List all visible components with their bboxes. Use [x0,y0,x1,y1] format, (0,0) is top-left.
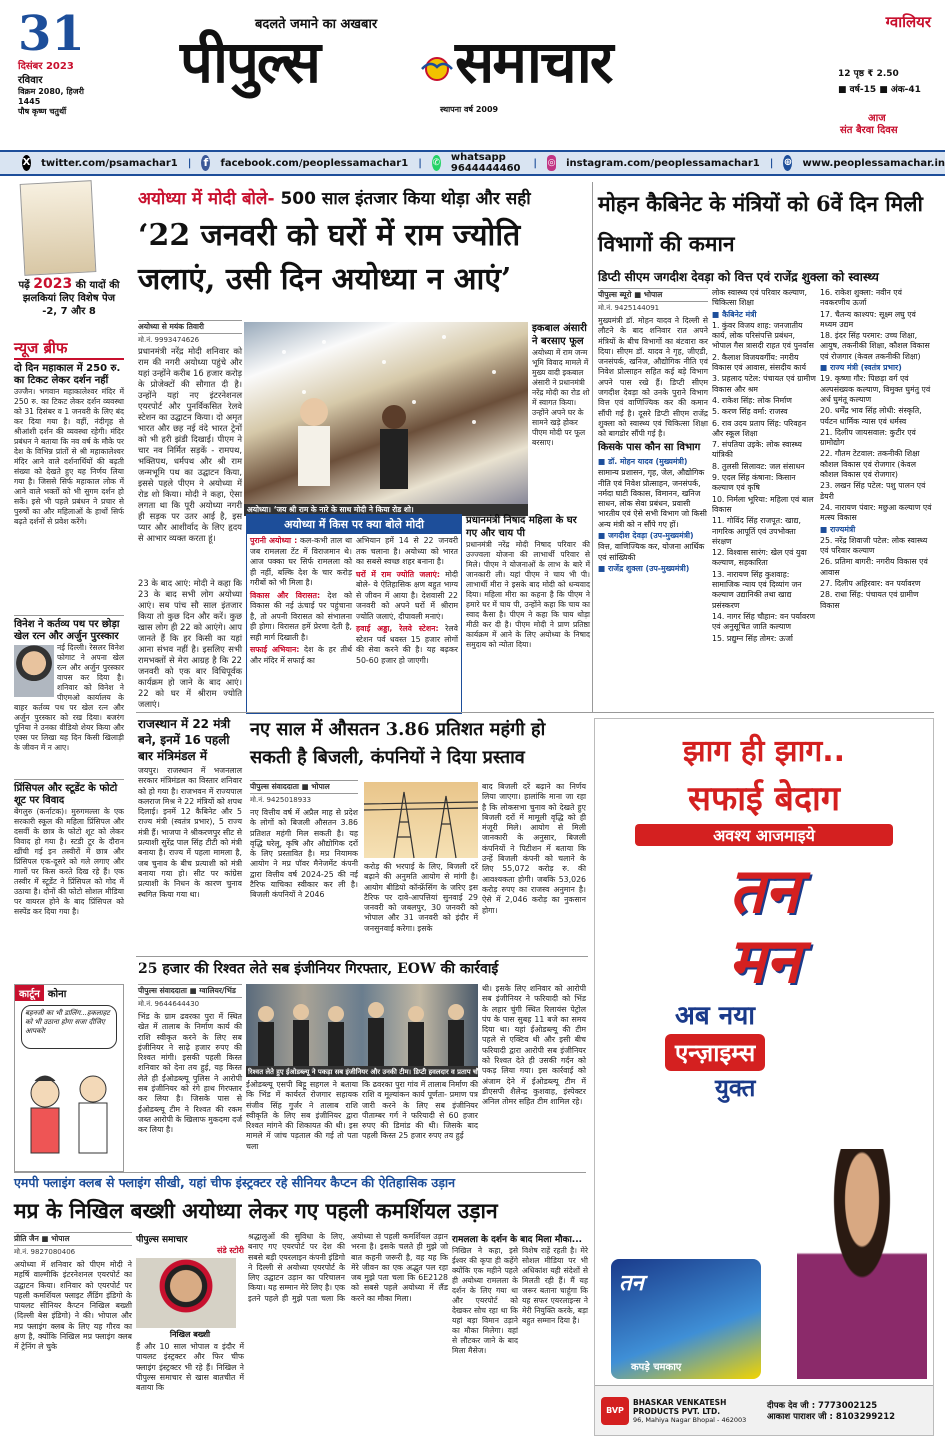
bijli-body-3: बाद बिजली दरें बढ़ाने का निर्णय लिया जाएगा। हालांकि माना जा रहा है कि लोकसभा चुनाव को देखते हुए बिजली दरों में मामूली वृद्धि को ही मंजूरी मिले। आयोग से मिली जानकारी के अनुसार, बिजली कंपनियों ने पिटीशन में बताया कि उन्हें बिजली कंपनी को चलाने के लिए 55,072 करोड़ रु. की आवश्यकता होगी। जबकि 53,026 करोड़ रुपए का राजस्व अनुमान है। ऐसे में 2,046 करोड़ का नुकसान होगा। [482,782,586,915]
eow-byline: पीपुल्स संवाददाता ■ ग्वालियर/भिंड [138,984,242,998]
promo-post: की यादों की झलकियां लिए विशेष पेज -2, 7 और 8 [22,280,120,317]
ayodhya-kicker-red: अयोध्या में मोदी बोले- [138,189,275,209]
mohan-headline: मोहन कैबिनेट के मंत्रियों को 6वें दिन मिली विभागों की कमान [598,191,923,256]
cabinet-list-item: 3. प्रहलाद पटेल: पंचायत एवं ग्रामीण विकास और श्रम [712,374,816,394]
social-bar: X twitter.com/psamachar1 | f facebook.com/peoplessamachar1 | ✆ whatsapp 9644444460 | ◎ instagram.com/peoplessamachar1 | ⊕ www.peoplessamachar.in [0,150,945,176]
brief-3-body: बेंगलुरु (कर्नाटक)। मुरुगमल्ला के एक सरकारी स्कूल की महिला प्रिंसिपल और दसवीं के छात्र के फोटो शूट को लेकर विवाद हो गया है। स्टडी टूर के दौरान खींची गई इन तस्वीरों में छात्र और प्रिंसिपल एक-दूसरे को गले लगाए और गालों पर किस करते दिख रहे हैं। एक तस्वीर में स्टूडेंट ने प्रिंसिपल को गोद में उठाया है। दोनों की फोटो सोशल मीडिया पर वायरल होने के बाद प्रिंसिपल को सस्पेंड कर दिया गया है। [14,807,124,916]
instagram-icon: ◎ [547,155,556,171]
cabinet-list-item: ■ राज्यमंत्री [820,524,856,534]
eow-body-3: कि ढवरका पुरा गांव में तालाब निर्माण की राशि व मूल्यांकन कार्य पूर्णता- प्रमाण पत्र जारी करने के लिए सब इंजीनियर पीताम्बर गर्ग ने फरियादी से 60 हजार रुपए की डिमांड की थी। जिसके बाद पहली किस्त 25 हजार रुपए तय हुई [362,1080,478,1141]
promo-thumbnail [20,180,97,276]
cabinet-list-item: 5. करण सिंह वर्मा: राजस्व [712,407,788,417]
cabinet-list-item: 14. नागर सिंह चौहान: वन पर्यावरण एवं अनुसूचित जाति कल्याण [712,611,816,632]
cabinet-list-item: वित्त, वाणिज्यिक कर, योजना आर्थिक एवं सांख्यिकी [598,542,705,562]
cabinet-list-item: 17. चैतन्य काश्यप: सूक्ष्म लघु एवं मध्यम उद्यम [820,309,916,329]
cabinet-list-item: ■ जगदीश देवड़ा (उप-मुख्यमंत्री) [598,531,694,541]
quote-5-head: हवाई अड्डा, रेलवे स्टेशन: [356,624,439,633]
ayodhya-mobile: मो.नं. 9993474626 [138,336,200,344]
cabinet-list-item: 25. नरेंद्र शिवाजी पटेल: लोक स्वास्थ्य एवं परिवार कल्याण [820,535,928,556]
cabinet-list-item: 7. संपतिया उइके: लोक स्वास्थ्य यांत्रिकी [712,440,802,460]
cabinet-list-item: ■ राज्य मंत्री (स्वतंत्र प्रभार) [820,363,902,373]
quote-1-text: कल-कभी ताल था जब रामलला टेंट में विराजमान थे। आज पक्का घर सिर्फ रामलला को ही नहीं, बल्कि देश के चार करोड़ गरीबों को भी मिला है। [250,536,352,587]
cabinet-list-item: 18. इंदर सिंह परमार: उच्च शिक्षा, आयुष, तकनीकी शिक्षा, कौशल विकास एवं रोजगार (केवल तकनीकी शिक्षा) [820,331,930,361]
cabinet-list-item: ■ राजेंद्र शुक्ला (उप-मुख्यमंत्री) [598,563,690,573]
ad-address: 96, Mahiya Nagar Bhopal - 462003 [633,1415,747,1424]
sunday-logo: पीपुल्स समाचार [136,1235,188,1245]
logo-emblem-icon [420,52,454,86]
quote-1-head: पुरानी अयोध्या : [250,536,298,545]
cabinet-list-item: 6. राव उदय प्रताप सिंह: परिवहन और स्कूल शिक्षा [712,418,807,438]
eow-body-4: थी। इसके लिए शनिवार को आरोपी सब इंजीनियर ने फरियादी को भिंड के लहार चुंगी स्थित रिलायंस पेट्रोल पंप के पास सुबह 11 बजे का समय दिया था। यहां ईओडब्ल्यू की टीम पहले से एक्टिव थी और इसी बीच फरियादी द्वारा आरोपी सब इंजीनियर को रिश्वत देते ही उसकी गर्दन को पकड़ लिया गया। इस कार्रवाई को अंजाम देने में ईओडब्ल्यू टीम में डीएसपी शैलेन्द्र कुशवाह, इंस्पेक्टर अनिल तोमर सहित टीम शामिल रहे। [482,984,586,1107]
cabinet-list-item: 26. प्रतिमा बागरी: नगरीय विकास एवं आवास [820,557,928,577]
cartoon-label-2: कोना [47,989,67,1000]
nishad-body: प्रधानमंत्री नरेंद्र मोदी निषाद परिवार की उज्ज्वला योजना की लाभार्थी परिवार से मिले। पीएम ने योजनाओं के लाभ के बारे में जानकारी ली। यहां पीएम ने चाय भी पी। लाभार्थी मीरा ने इसके बाद मोदी को धन्यवाद दिया। महिला मीरा का कहना है कि पीएम ने हमारे घर में चाय पी, उन्होंने कहा कि चाय का स्वाद कैसा है। पीएम ने कहा कि चाय थोड़ा मीठी कर दी है। पीएम मोदी ने प्राण प्रतिष्ठा कार्यक्रम में आने के लिए अयोध्या के निषाद समुदाय को न्योता दिया। [466,540,590,649]
iqbal-body: अयोध्या में राम जन्म भूमि विवाद मामले में मुख्य वादी इकबाल अंसारी ने प्रधानमंत्री नरेंद्र मोदी का रोड शो में स्वागत किया। उन्होंने अपने घर के सामने खड़े होकर पीएम मोदी पर फूल बरसाए। [532,348,590,447]
today-event: संत बैरवा दिवस [840,125,898,136]
modi-quotes-box [246,514,462,714]
mohan-deck: डिप्टी सीएम जगदीश देवड़ा को वित्त एवं राजेंद्र शुक्ला को स्वास्थ्य [598,270,879,284]
quote-4-head: घरों में राम ज्योति जलाएं: [356,569,440,579]
flying-sub-head: रामलला के दर्शन के बाद मिला मौका... [452,1235,583,1245]
quote-3-head: सफाई अभियान: [250,645,300,654]
ad-line5: एन्ज़ाइम्स [665,1034,765,1071]
divider-vertical [592,182,593,712]
brief-3-head: प्रिंसिपल और स्टूडेंट के फोटो शूट पर विवाद [14,779,124,807]
eow-col1 [138,984,242,1170]
news-brief-column [14,338,124,958]
cabinet-list-item: 11. गोविंद सिंह राजपूत: खाद्य, नागरिक आपूर्ति एवं उपभोक्ता संरक्षण [712,516,801,546]
logo-left: पीपुल्स [180,28,319,96]
cabinet-list-item: 19. कृष्णा गौर: पिछड़ा वर्ग एवं अल्पसंख्यक कल्याण, विमुक्त घुमंतु एवं अर्ध घुमंतू कल्याण [820,374,931,404]
mohan-col1 [598,288,708,708]
cabinet-list-item: 8. तुलसी सिलावट: जल संसाधन [712,461,805,471]
mohan-col3 [820,288,934,708]
ayodhya-photo [244,322,528,504]
rajasthan-headline: राजस्थान में 22 मंत्री बने, इनमें 16 पहली बार मंत्रिमंडल में [138,717,231,763]
ad-line1: झाग ही झाग.. [682,734,846,769]
established: स्थापना वर्ष 2009 [440,105,499,114]
eow-photo-caption: रिश्वत लेते हुए ईओडब्ल्यू ने पकड़ा सब इंजीनियर और उनकी टीम। डिप्टी हवलदार व प्रताप चौहान। [248,1068,491,1076]
bijli-body-2: करोड़ की भरपाई के लिए, बिजली दरें बढ़ाने की अनुमति आयोग से मांगी है। आयोग बीडियो कॉन्फ्रेंसिंग के जरिए इस टैरिफ पर दावे-आपत्तियां सुनवाई 29 जनवरी को जबलपुर, 30 जनवरी को भोपाल और 31 जनवरी को इंदौर में जनसुनवाई करेगा। इसके [364,862,478,933]
cabinet-list-item: ■ डॉ. मोहन यादव (मुख्यमंत्री) [598,457,688,466]
ayodhya-body-1b: 23 के बाद आएं: मोदी ने कहा कि 23 के बाद सभी लोग अयोध्या आएं। सब पांच सौ साल इंतजार किया तो कुछ दिन और करें। कुछ खास लोग ही 22 को आएंगे। आप जानते हैं कि हर किसी का यहां आना संभव नहीं है। इसलिए सभी रामभक्तों से मेरा आग्रह है कि 22 जनवरी को एक बार विधिपूर्वक कार्यक्रम हो जाने के बाद आएं। 22 को घर में श्रीराम ज्योति जलाएं। [138,578,242,709]
eow-body-2: ईओडब्ल्यू एसपी बिट्टू सहगल ने बताया कि भिंड में कार्यरत रोजगार सहायक संजीव सिंह गुर्जर ने तालाब राशि स्वीकृति के लिए सब इंजीनियर द्वारा रिश्वत मांगने की शिकायत की थी। इस मामले में जांच पड़ताल की गई तो पता चला [246,1080,358,1151]
modi-box-title: अयोध्या में किस पर क्या बोले मोदी [247,515,461,534]
rajasthan-story [138,716,242,954]
iqbal-sidebar [532,322,590,512]
date-weekday: रविवार [18,75,43,86]
sunday-story-label: संडे स्टोरी [216,1246,244,1255]
divider-horizontal-3 [14,1172,586,1173]
flying-headline: मप्र के निखिल बख्शी अयोध्या लेकर गए पहली कमर्शियल उड़ान [14,1198,498,1223]
whatsapp-icon: ✆ [432,155,441,171]
quote-2-text: देश को विकास की नई ऊंचाई पर पहुंचाना है, तो अपनी विरासत को संभालना ही होगा। विरासत हमें प्रेरणा देती है, सही मार्ग दिखाती है। [250,590,352,642]
cabinet-list-item: लोक स्वास्थ्य एवं परिवार कल्याण, चिकित्सा शिक्षा [712,288,808,308]
flying-body-4: निखिल ने कहा, इसे ईश्वर की कृपा ही कहेंगे क्योंकि एक महीने पहले ही अयोध्या रामलला के दर्शन के लिए गया था और एयरपोर्ट को देखकर सोच रहा था कि यहां बड़ा विमान उड़ाने का मौका मिलेगा। वहां से लौटकर जाने के बाद मिला मैसेज। [452,1246,518,1355]
cabinet-list-item: 28. राधा सिंह: पंचायत एवं ग्रामीण विकास [820,590,919,610]
cabinet-list-item: 12. विश्वास सारंग: खेल एवं युवा कल्याण, सहकारिता [712,548,807,568]
iqbal-head: इकबाल अंसारी ने बरसाए फूल [532,323,587,347]
date-number: 31 [18,6,85,62]
whatsapp-link[interactable]: whatsapp 9644444460 [450,152,521,174]
quote-5-text: रेलवे स्टेशन पर्व धवस्त 15 हजार लोगों की सेवा करने की है। यह बढ़कर 50-60 हजार हो जाएगी। [356,624,458,665]
bijli-body-1: नए वित्तीय वर्ष में अप्रैल माह से प्रदेश के लोगों को बिजली औसतन 3.86 प्रतिशत महंगी मिल सकती है। यह वृद्धि घरेलू, कृषि और औद्योगिक दरों के लिए प्रस्तावित है। मप्र नियामक आयोग ने मप्र पॉवर मैनेजमेंट कंपनी द्वारा वित्तीय वर्ष 2024-25 की नई टैरिफ याचिका स्वीकार कर ली है। बिजली कंपनियों ने 2046 [250,808,358,900]
ayodhya-kicker-black: 500 साल इंतजार किया थोड़ा और सही [280,189,531,209]
flying-mobile: मो.नं. 9827080406 [14,1248,76,1256]
ayodhya-headline: ‘22 जनवरी को घरों में राम ज्योति जलाएं, उसी दिन अयोध्या न आएं’ [138,218,521,297]
cabinet-list-item: 22. गौतम टेटवाल: तकनीकी शिक्षा कौशल विकास एवं रोजगार (केवल कौशल विकास एवं रोजगार) [820,449,920,480]
bijli-tower-photo [364,782,478,858]
tagline: बदलते जमाने का अखबार [255,17,378,32]
ad-pack-brand: तन [619,1271,644,1296]
flying-byline: प्रीति जैन ■ भोपाल [14,1232,132,1246]
twitter-link[interactable]: twitter.com/psamachar1 [41,157,178,169]
ad-company-logo: BVP [601,1397,629,1425]
facebook-link[interactable]: facebook.com/peoplessamachar1 [220,157,409,169]
ayodhya-body-2: अभियान हमें 14 से 22 जनवरी तक चलाना है। अयोध्या को भारत का सबसे स्वच्छ शहर बनाना है। [356,536,458,566]
ad-brand-2: मन [728,924,800,997]
instagram-link[interactable]: instagram.com/peoplessamachar1 [566,157,760,169]
cabinet-list-item: 15. प्रद्युम्न सिंह तोमर: ऊर्जा [712,633,793,643]
bijli-col1 [250,780,358,956]
mohan-col2 [712,288,816,708]
eow-mobile: मो.नं. 9644644430 [138,1000,200,1008]
ayodhya-body-1: प्रधानमंत्री नरेंद्र मोदी शनिवार को राम की नगरी अयोध्या पहुंचे और यहां उन्होंने करीब 16 हजार करोड़ के प्रोजेक्टों की सौगात दी है। उन्होंने यहां नए इंटरनेशनल एयरपोर्ट और पुनर्विकसित रेलवे स्टेशन का उद्घाटन किया। दो अमृत भारत और छह नई वंदे भारत ट्रेनों को भी हरी झंडी दिखाई। पीएम ने चार नव निर्मित सड़कें - रामपथ, भक्तिपथ, धर्मपथ और श्री राम जन्मभूमि पथ का उद्घाटन किया, इससे पहले पीएम ने अयोध्या में रोड शो किया। मोदी ने कहा, ऐसा लगता था कि पूरी अयोध्या नगरी ही सड़क पर उतर आई है, इस प्यार और आशीर्वाद के लिए हृदय से आभार व्यक्त करता हूं। [138,346,242,543]
ad-contact-1: दीपक देव जी : 7773002125 [767,1400,878,1411]
cabinet-list-item: 27. दिलीप अहिरवार: वन पर्यावरण [820,579,921,589]
mohan-mobile: मो.नं. 9425144091 [598,304,660,312]
website-link[interactable]: www.peoplessamachar.in [802,157,945,169]
divider-horizontal-2 [136,956,588,957]
flying-body-3: श्रद्धालुओं की सुविधा के लिए, बनाए गए एयरपोर्ट पर देश की सबसे बड़ी एयरलाइन कंपनी इंडिगो ने दिल्ली से अयोध्या एयरपोर्ट के लिए उद्घाटन उड़ान का परिचालन किया। यह सम्मान मेरे लिए है। एक इतने पहले ही मुझे पता चला कि अयोध्या से पहली कमर्शियल उड़ान भरना है। इसके चलते ही मुझे जो बात कहनी जरूरी है, वह यह कि मेरे जीवन का एक अद्भुत पल रहा जब मुझे पता चला कि 6E2128 को सबसे पहले अयोध्या में लैंड करने का मौका मिला। [248,1232,448,1303]
flying-body-1: अयोध्या में शनिवार को पीएम मोदी ने महर्षि वाल्मीकि इंटरनेशनल एयरपोर्ट का उद्घाटन किया। शनिवार को एयरपोर्ट पर पहली कमर्शियल फ्लाइट लैंडिंग इंडिगो के पायलट सीनियर कैप्टन निखिल बख्शी (दिल्ली बेस इंडिगो) ने की। भोपाल और मप्र फ्लाइंग क्लब के लिए यह गौरव का क्षण है, क्योंकि निखिल मप्र फ्लाइंग क्लब में ट्रेनिंग ले चुके [14,1260,132,1352]
mohan-list-1 [598,457,708,574]
bijli-byline: पीपुल्स संवाददाता ■ भोपाल [250,780,358,794]
flying-kicker: एमपी फ्लाइंग क्लब से फ्लाइंग सीखी, यहां चीफ इंस्ट्रक्टर रहे सीनियर कैप्टन की ऐतिहासिक उड़ान [14,1175,456,1190]
cartoon-label: कार्टून [15,985,44,1001]
cabinet-list-item: 1. कुंवर विजय शाह: जनजातीय कार्य, लोक परिसंपत्ति प्रबंधन, भोपाल गैस त्रासदी राहत एवं पुनर्वास [712,320,814,351]
quote-5 [356,624,458,666]
ad-line2: सफाई बेदाग [688,779,840,819]
flying-col1 [14,1232,132,1436]
ayodhya-kicker [138,186,588,209]
cabinet-list-item: 2. कैलाश विजयवर्गीय: नगरीय विकास एवं आवास, संसदीय कार्य [712,352,807,373]
promo-box[interactable] [14,182,124,334]
masthead [0,0,945,148]
quote-3-text: देश के हर तीर्थ और मंदिर में सफाई का [250,645,353,665]
rajasthan-body: जयपुर। राजस्थान में भजनलाल सरकार मंत्रिमंडल का विस्तार शनिवार को हो गया है। राजभवन में राज्यपाल कलराज मिश्र ने 22 मंत्रियों को शपथ दिलाई। इनमें 12 कैबिनेट और 5 राज्य मंत्री (स्वतंत्र प्रभार), 5 राज्य मंत्री हैं। भाजपा ने श्रीकरणपुर सीट से प्रत्याशी सुरेंद्र पाल सिंह टीटी को मंत्री बनाया है। राज्य में पहला मामला है, जब चुनाव के बीच प्रत्याशी को मंत्री बनाया गया हो। सीट पर कांग्रेस प्रत्याशी के निधन के कारण चुनाव स्थगित किया गया था। [138,766,242,899]
mohan-who-head: किसके पास कौन सा विभाग [598,442,701,453]
ad-brand-1: तन [729,854,799,927]
divider-horizontal [136,712,934,713]
cabinet-list-item: 9. एदल सिंह कंषाना: किसान कल्याण एवं कृषि [712,473,796,493]
nikhil-photo [136,1258,236,1328]
eow-photo [246,984,478,1066]
promo-pre: पढ़ें [18,280,30,291]
eow-headline: 25 हजार की रिश्वत लेते सब इंजीनियर गिरफ्तार, EOW की कार्रवाई [138,961,499,977]
date-month-year: दिसंबर 2023 [18,61,74,72]
cabinet-list-item: 10. निर्मला भूरिया: महिला एवं बाल विकास [712,494,814,514]
cabinet-list-item: 21. दिलीप जायसवाल: कुटीर एवं ग्रामोद्योग [820,427,916,448]
nishad-story [466,514,590,714]
logo-right: समाचार [455,28,612,96]
quote-3 [250,645,352,666]
nishad-head: प्रधानमंत्री निषाद महिला के घर गए और चाय पी [466,515,577,539]
cabinet-list-item: 13. नारायण सिंह कुशवाह: सामाजिक न्याय एवं दिव्यांग जन कल्याण उद्यानिकी तथा खाद्य प्रसंस्करण [712,569,802,610]
date-vikram: विक्रम 2080, हिजरी 1445 [18,87,84,106]
cartoon-drawing [15,1053,123,1163]
mohan-byline: पीपुल्स ब्यूरो ■ भोपाल [598,288,708,302]
quote-4-text: मोदी बोले- ये ऐतिहासिक क्षण बहुत भाग्य से जीवन में आया है। देशवासी 22 जनवरी को अपने घरों में श्रीराम ज्योति जलाएं, दीपावली मनाएं। [356,569,458,621]
facebook-icon: f [201,155,210,171]
ad-line3: अवश्य आजमाइये [635,824,893,846]
cartoon-bubble: बहनजी का भी डालिंग...हकलाहट को भी उठाना होगा सजा दीजिए आपको! [21,1005,117,1049]
ad-line6: युक्त [715,1074,756,1102]
cabinet-list-item: 23. लखन सिंह पटेल: पशु पालन एवं डेयरी [820,481,926,501]
ayodhya-byline: अयोध्या से मयंक तिवारी [138,320,242,334]
city-name: ग्वालियर [885,13,931,31]
ayodhya-photo-caption: अयोध्या। ‘जय श्री राम के नारे के साथ मोदी ने किया रोड शो। [244,504,528,516]
ad-pack-image [611,1259,761,1379]
brief-2-head: विनेश ने कर्तव्य पथ पर छोड़ा खेल रत्न और अर्जुन पुरस्कार [14,615,124,643]
pages-price: 12 पृष्ठ ₹ 2.50 [838,69,899,79]
bijli-mobile: मो.नं. 9425018933 [250,796,312,804]
ad-line4: अब नया [675,1001,756,1031]
ad-tanman[interactable] [594,718,934,1436]
cabinet-list-item: 16. राकेश शुक्ला: नवीन एवं नवकरणीय ऊर्जा [820,288,902,308]
brief-2-body: नई दिल्ली। रेसलर विनेश फोगाट ने अपना खेल रत्न और अर्जुन पुरस्कार वापस कर दिया है। शनिवार को विनेश ने पीएमओ कार्यालय के बाहर कर्तव्य पथ पर खेल रत्न और अर्जुन पुरस्कार को रख दिया। बजरंग पूनिया ने उनका वीडियो शेयर किया और एक्स पर लिखा यह दिन किसी खिलाड़ी के जीवन में न आए। [14,643,124,752]
quote-4 [356,570,458,623]
globe-icon: ⊕ [783,155,792,171]
cabinet-list-item: 24. नारायण पंवार: मछुआ कल्याण एवं मत्स्य विकास [820,502,932,523]
cabinet-list-item: 4. राकेश सिंह: लोक निर्माण [712,395,792,405]
quote-2 [250,591,352,644]
news-brief-title: न्यूज ब्रीफ [14,338,124,360]
flying-photo-box [136,1232,244,1436]
ad-model-image [797,1149,927,1379]
flying-body-2: हैं और 10 साल भोपाल व इंदौर में पायलट इंस्ट्रक्टर और फिर चीफ फ्लाइंग इंस्ट्रक्टर भी रहे हैं। निखिल ने पीपुल्स समाचार से खास बातचीत में बताया कि [136,1342,244,1393]
eow-body-1: भिंड के ग्राम ढवरका पुरा में स्थित खेत में तालाब के निर्माण कार्य की राशि स्वीकृत करने के लिए सब इंजीनियर ने साढ़े हजार रुपए की रिश्वत मांगी। इसकी पहली किस्त शनिवार को देना तय हुई, यह किस्त लेते ही ईओडब्ल्यू पुलिस ने आरोपी सब इंजीनियर को रंगे हाथ गिरफ्तार कर लिया है। जिसके पास से ईओडब्ल्यू टीम ने रिश्वत की रकम जब्त आरोपी के खिलाफ मुकदमा दर्ज कर लिया है। [138,1012,243,1135]
cabinet-list-item: सामान्य प्रशासन, गृह, जेल, औद्योगिक नीति एवं निवेश प्रोत्साहन, जनसंपर्क, नर्मदा घाटी विकास, विमानन, खनिज साधन, लोक सेवा प्रबंधन, प्रवासी भारतीय एवं ऐसे सभी विभाग जो किसी अन्य मंत्री को न सौंपे गए हों। [598,468,707,529]
brief-1-head: दो दिन महाकाल में 250 रु. का टिकट लेकर दर्शन नहीं [14,363,121,386]
ad-company: BHASKAR VENKATESH PRODUCTS PVT. LTD. [633,1397,727,1416]
nikhil-photo-caption: निखिल बख्शी [169,1330,211,1339]
mohan-body: मुख्यमंत्री डॉ. मोहन यादव ने दिल्ली से लौटने के बाद शनिवार रात अपने मंत्रियों के बीच विभागों का बंटवारा कर दिया। सीएम डॉ. यादव ने गृह, जीएडी, जनसंपर्क, खनिज, औद्योगिक नीति एवं निवेश प्रोत्साहन सहित कई बड़े विभाग अपने पास रखे हैं। डिप्टी सीएम जगदीश देवड़ा को उनके पुराने विभाग वित्त एवं वाणिज्यिक कर की कमान सौंपी गई है। दूसरे डिप्टी सीएम राजेंद्र शुक्ला को स्वास्थ्य एवं चिकित्सा शिक्षा को बागडोर सौंपी गई है। [598,316,708,439]
twitter-icon: X [22,155,31,171]
quote-1 [250,536,352,589]
cartoon-box [14,984,124,1172]
promo-year: 2023 [33,276,73,292]
brief-1-body: उज्जैन। भगवान महाकालेश्वर मंदिर में 250 रु. का टिकट लेकर दर्शन व्यवस्था को 31 दिसंबर व 1 जनवरी के लिए बंद कर दिया गया है। वहीं, नंदीगृह से श्रीआंशी दर्शन की व्यवस्था रहेगी। मंदिर प्रबंधन ने बताया कि नव वर्ष के मौके पर देश के विभिन्न प्रांतों से श्री महाकालेश्वर मंदिर आने वाले दर्शनार्थियों की बढ़ती संख्या को देखते हुए यह निर्णय लिया गया है। जिससे सिर्फ महाकाल लोक में आने वाले भक्तों को भी सुगम दर्शन हो सकें। इसे भी पहले प्रबंधन ने प्रचार से पुरुषों का और महिलाओं के हाथों सिर्फ बढ़ते दर्शनों से प्रवेश करेंगे। [14,387,124,526]
cabinet-list-item: ■ कैबिनेट मंत्री [712,309,757,319]
year-issue: ■ वर्ष-15 ■ अंक-41 [838,85,921,95]
quote-2-head: विकास और विरासत: [250,590,321,600]
bijli-headline: नए साल में औसतन 3.86 प्रतिशत महंगी हो सकती है बिजली, कंपनियों ने दिया प्रस्ताव [250,719,546,768]
flying-body-5: विशेष राहें रहती है। मेरे सोशल मीडिया पर भी अधिकांश यही संदेशों से मिलती रही हैं। मैं यह जरूर बताना चाहूंगा कि यह सफर एयरलाइन्स ने मेरी नियुक्ति करके, बड़ा बहुत सम्मान दिया है। [522,1246,588,1325]
vinesh-photo [14,645,54,697]
ad-pack-tag: कपड़े चमकाए [631,1362,682,1373]
today-label: आज [868,113,886,124]
ad-contact-2: आकाश पाराशर जी : 8103299212 [767,1411,896,1422]
cabinet-list-item: 20. धर्मेंद्र भाव सिंह लोधी: संस्कृति, पर्यटन धार्मिक न्यास एवं धर्मस्व [820,406,922,426]
date-paksh: पौष कृष्ण चतुर्थी [18,107,67,116]
